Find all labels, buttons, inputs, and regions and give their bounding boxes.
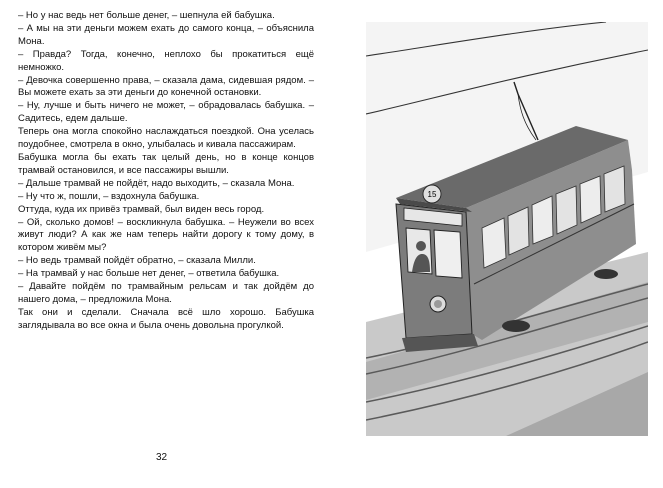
tram-illustration <box>366 22 648 436</box>
paragraph: – Правда? Тогда, конечно, неплохо бы прокатиться ещё немножко. <box>18 48 314 73</box>
paragraph: Так они и сделали. Сначала всё шло хорошо. Бабушка заглядывала во все окна и была очень довольна прогулкой. <box>18 306 314 331</box>
paragraph: – На трамвай у нас больше нет денег, – ответила бабушка. <box>18 268 280 280</box>
paragraph: Оттуда, куда их привёз трамвай, был виден весь город. <box>18 203 265 215</box>
paragraph: Бабушка могла бы ехать так целый день, но в конце концов трамвай остановился, и все пассажиры вышли. <box>18 151 314 176</box>
paragraph: – Ну, лучше и быть ничего не может, – обрадовалась бабушка. – Садитесь, едем дальше. <box>18 100 314 125</box>
paragraph: – Но ведь трамвай пойдёт обратно, – сказала Милли. <box>18 255 256 267</box>
page-number: 32 <box>156 452 168 463</box>
paragraph: – Дальше трамвай не пойдёт, надо выходить, – сказала Мона. <box>18 177 295 189</box>
body-text <box>18 10 314 333</box>
paragraph: – Но у нас ведь нет больше денег, – шепнула ей бабушка. <box>18 10 275 21</box>
route-number: 15 <box>427 190 437 199</box>
paragraph: – А мы на эти деньги можем ехать до самого конца, – объяснила Мона. <box>18 22 314 47</box>
paragraph: – Девочка совершенно права, – сказала дама, сидевшая рядом. – Вы можете ехать за эти деньги до конечной остановки. <box>18 74 314 99</box>
paragraph: – Ой, сколько домов! – воскликнула бабушка. – Неужели во всех живут люди? А как же нам теперь найти дорогу к тому дому, в котором живём мы? <box>18 216 314 254</box>
paragraph: – Давайте пойдём по трамвайным рельсам и так дойдём до нашего дома, – предложила Мона. <box>18 281 314 305</box>
paragraph: – Ну что ж, пошли, – вздохнула бабушка. <box>18 190 200 202</box>
paragraph: Теперь она могла спокойно наслаждаться поездкой. Она уселась поудобнее, смотрела в окно, улыбалась и кивала пассажирам. <box>18 126 314 151</box>
